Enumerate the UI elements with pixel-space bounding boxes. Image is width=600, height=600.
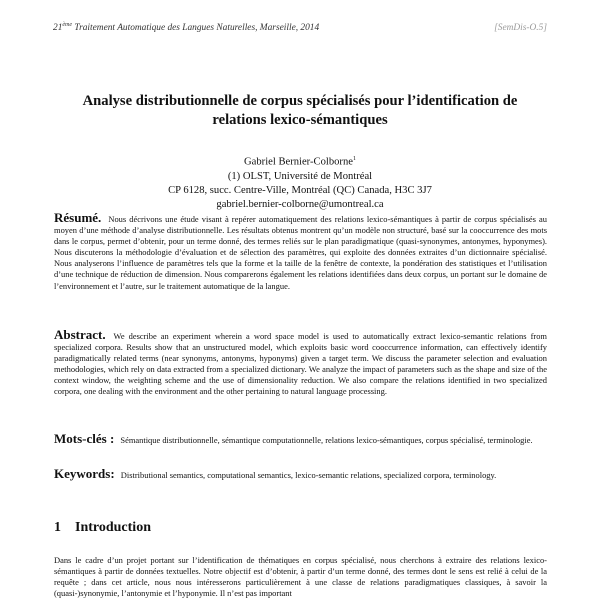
paper-title: Analyse distributionnelle de corpus spécialisés pour l’identification de relations lexico-sémantiques xyxy=(82,93,518,128)
affiliation: (1) OLST, Université de Montréal xyxy=(227,170,373,182)
abstract-fr xyxy=(54,212,547,292)
keywords-fr-text: Sémantique distributionnelle, sémantique computationnelle, relations lexico-sémantiques, corpus spécialisé, terminologie. xyxy=(120,435,533,445)
abstract-fr-label: Résumé. xyxy=(54,210,102,225)
abstract-fr-text: Nous décrivons une étude visant à repérer automatiquement des relations lexico-sémantiques à partir de corpus spécialisés au moyen d’une méthode d’analyse distributionnelle. Les résultats obtenus montrent qu’un modèle non structuré, basé sur la cooccurrence des mots dans le corpus, permet d’obtenir, pour un terme donné, des termes reliés sur le plan paradigmatique (quasi-synonymes, antonymes, hyponymes). Nous discuterons la méthodologie d’évaluation et de sélection des paramètres, qui exploite des données extraites d’un dictionnaire spécialisé. Nous analyserons l’influence de paramètres tels que la forme et la taille de la fenêtre de contexte, la pondération des statistiques et l’utilisation d’une technique de réduction de dimension. Nous comparerons également les relations identifiées dans deux corpus, un portant sur le domaine de l’environnement et l’autre, sur le traitement automatique de la langue. xyxy=(54,214,547,291)
author-name: Gabriel Bernier-Colborne$^1$ xyxy=(244,156,356,168)
section-title: Introduction xyxy=(75,520,151,535)
keywords-fr-label: Mots-clés : xyxy=(54,431,115,446)
keywords-en-text: Distributional semantics, computational semantics, lexico-semantic relations, specialized corpora, terminology. xyxy=(120,470,497,480)
email: gabriel.bernier-colborne@umontreal.ca xyxy=(216,198,384,210)
section-number: 1 xyxy=(54,520,61,535)
keywords-en-label: Keywords: xyxy=(54,466,115,481)
running-header xyxy=(53,22,547,33)
address: CP 6128, succ. Centre-Ville, Montréal (QC) Canada, H3C 3J7 xyxy=(168,184,432,196)
abstract-en-text: We describe an experiment wherein a word space model is used to automatically extract lexico-semantic relations from specialized corpora. Results show that an unstructured model, which exploits basic word cooccurrence information, can effectively identify paradigmatically related terms (near synonyms, antonyms, hyponyms) given a target term. We discuss the parameter selection and evaluation methodologies, which rely on data extracted from a specialized dictionary. We analyze the impact of parameters such as the shape and size of the context window, the weighting scheme and the use of dimensionality reduction. We also compare the relations identified in two specialized corpora, one dealing with the environment and the other pertaining to natural language processing. xyxy=(54,331,547,397)
keywords-en xyxy=(54,468,547,481)
conference-name: 21ème Traitement Automatique des Langues Naturelles, Marseille, 2014 xyxy=(53,22,320,34)
abstract-en xyxy=(54,329,547,398)
keywords-fr xyxy=(54,433,547,446)
author-block xyxy=(60,152,540,212)
abstract-en-label: Abstract. xyxy=(54,327,106,342)
paper-code: [SemDis-O.5] xyxy=(494,23,547,34)
introduction-paragraph: Dans le cadre d’un projet portant sur l’identification de thématiques en corpus spécialisé, nous cherchons à extraire des relations lexico-sémantiques à partir de données textuelles. Notre objectif est d’obtenir, à partir d’un terme donné, des termes dont le sens est relié à celui de la requête ; dans cet article, nous nous intéresserons particulièrement à une classe de relations paradigmatiques classiques, à savoir la (quasi-)synonymie, l’antonymie et l’hyponymie. Il n’est pas important xyxy=(54,555,547,599)
section-heading-introduction xyxy=(54,520,151,536)
